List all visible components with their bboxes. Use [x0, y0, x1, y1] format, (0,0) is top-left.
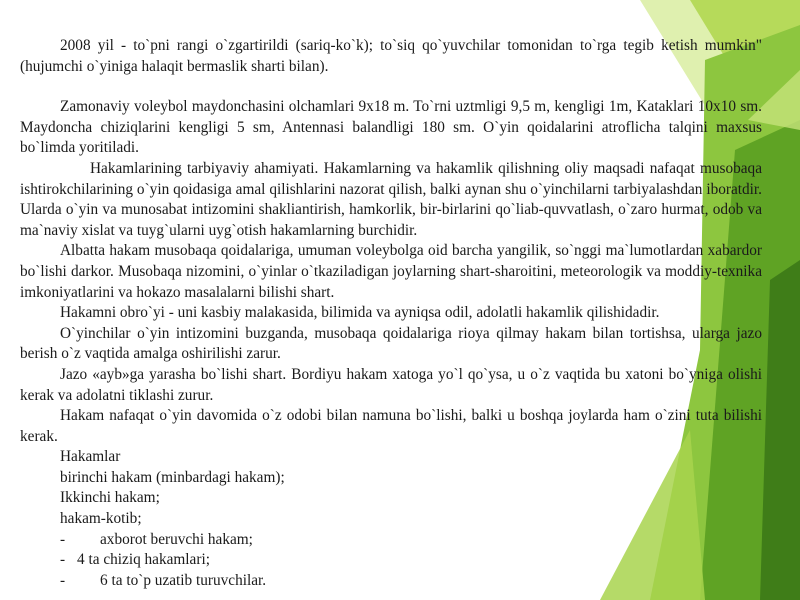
list-title: Hakamlar: [60, 448, 121, 466]
dash-list-item: [20, 550, 762, 571]
dash-marker: -: [60, 530, 66, 548]
paragraph-referee-education: Hakamlarining tarbiyaviy ahamiyati. Hakamlarning va hakamlik qilishning oliy maqsadi nafaqat musobaqa ishtirokchilarining o`yin qoidasiga amal qilishlarini nazorat qilish, balki aynan shu o`yinchilarni tarbiyalashdan iboratdir. Ularda o`yin va munosabat intizomini shakliantirish, hamkorlik, bir-birlarini qo`liab-quvvatlash, o`zaro hurmat, odob va ma`naviy xislat va tuyg`ularni uyg`otish hakamlarning burchidir.: [20, 159, 762, 239]
dash-item-text: 6 ta to`p uzatib turuvchilar.: [100, 571, 267, 589]
paragraph-player-discipline: O`yinchilar o`yin intizomini buzganda, musobaqa qoidalariga rioya qilmay hakam bilan tortishsa, ularga jazo berish o`z vaqtida amalga oshirilishi zarur.: [20, 324, 762, 363]
list-item: hakam-kotib;: [60, 510, 142, 528]
dash-list-item: [20, 530, 762, 551]
dash-marker: -: [60, 571, 66, 589]
document-body: [20, 36, 762, 591]
dash-item-text: 4 ta chiziq hakamlari;: [77, 551, 210, 569]
list-item: Ikkinchi hakam;: [60, 489, 160, 507]
dash-list-item: [20, 571, 762, 592]
paragraph-fair-punishment: Jazo «ayb»ga yarasha bo`lishi shart. Bordiyu hakam xatoga yo`l qo`ysa, u o`z vaqtida bu xatoni bo`yniga olishi kerak va adolatni tiklashi zurur.: [20, 365, 762, 404]
dash-item-text: axborot beruvchi hakam;: [100, 530, 253, 548]
paragraph-referee-knowledge: Albatta hakam musobaqa qoidalariga, umuman voleybolga oid barcha yangilik, so`nggi ma`lumotlardan xabardor bo`lishi darkor. Musobaqa nizomini, o`yinlar o`tkaziladigan joylarning shart-sharoitini, meteorologik va moddiy-texnika imkoniyatlarini va hokazo masalalarni bilishi shart.: [20, 242, 762, 301]
paragraph-referee-conduct: Hakam nafaqat o`yin davomida o`z odobi bilan namuna bo`lishi, balki u boshqa joylarda ham o`zini tuta bilishi kerak.: [20, 407, 762, 445]
paragraph-referee-reputation: Hakamni obro`yi - uni kasbiy malakasida, bilimida va ayniqsa odil, adolatli hakamlik qilishidadir.: [60, 304, 660, 322]
dash-marker: -: [60, 551, 66, 569]
paragraph-court-dimensions: Zamonaviy voleybol maydonchasini olchamlari 9x18 m. To`rni uztmligi 9,5 m, kengligi 1m, Kataklari 10x10 sm. Maydoncha chiziqlarini kengligi 5 sm, Antennasi balandligi 180 sm. O`yin qoidalarini atroflicha talqini maxsus bo`limda yoritiladi.: [20, 98, 762, 157]
paragraph-gap: [20, 77, 762, 97]
paragraph-ball-color: 2008 yil - to`pni rangi o`zgartirildi (sariq-ko`k); to`siq qo`yuvchilar tomonidan to`rga tegib ketish mumkin" (hujumchi o`yiniga halaqit bermaslik sharti bilan).: [20, 37, 762, 75]
list-item: birinchi hakam (minbardagi hakam);: [60, 468, 285, 486]
